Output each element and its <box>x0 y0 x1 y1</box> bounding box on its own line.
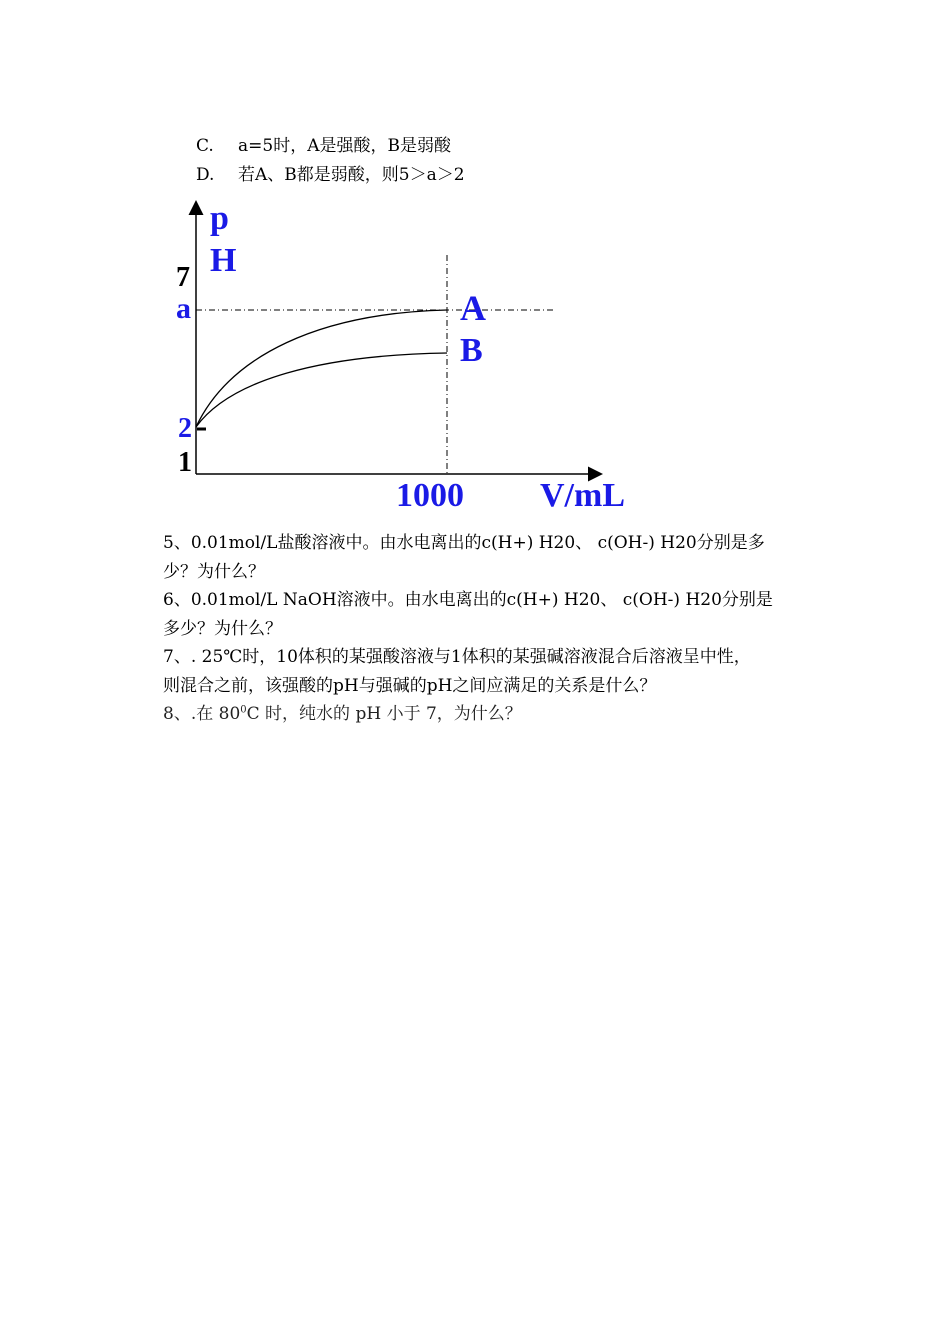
question-6-line-1: 6、0.01mol/L NaOH溶液中。由水电离出的c(H+) H20、 c(OH-) H20分别是 <box>163 590 773 610</box>
question-6-line-2: 多少？为什么？ <box>163 619 282 639</box>
y-axis-title-h: H <box>210 242 237 279</box>
series-a-curve <box>196 310 447 427</box>
x-axis-title: V/mL <box>540 477 625 514</box>
option-c-letter: C. <box>196 136 214 156</box>
x-tick-1000: 1000 <box>396 477 464 514</box>
question-8-before: 8、.在 80 <box>163 704 241 724</box>
option-d-text: 若A、B都是弱酸，则5＞a＞2 <box>238 165 465 185</box>
question-7-line-2: 则混合之前，该强酸的pH与强碱的pH之间应满足的关系是什么？ <box>163 676 657 696</box>
question-8 <box>163 704 522 724</box>
y-axis-title-p: p <box>210 200 229 237</box>
option-d <box>196 165 465 185</box>
y-tick-2: 2 <box>178 413 192 444</box>
option-c <box>196 136 451 156</box>
series-b-label: B <box>460 332 483 369</box>
series-a-label: A <box>460 288 486 328</box>
series-b-curve <box>196 353 447 427</box>
option-d-letter: D. <box>196 165 215 185</box>
question-7-line-1: 7、. 25℃时，10体积的某强酸溶液与1体积的某强碱溶液混合后溶液呈中性， <box>163 647 751 667</box>
question-8-sup: 0 <box>240 704 247 716</box>
y-tick-a: a <box>176 292 191 325</box>
question-5-line-1: 5、0.01mol/L盐酸溶液中。由水电离出的c(H+) H20、 c(OH-) H20分别是多 <box>163 533 765 553</box>
y-tick-1: 1 <box>178 447 192 478</box>
y-tick-7: 7 <box>176 262 190 293</box>
option-c-text: a=5时，A是强酸，B是弱酸 <box>238 136 451 156</box>
ph-dilution-chart <box>160 195 640 515</box>
question-8-after: C 时，纯水的 pH 小于 7，为什么？ <box>246 704 522 724</box>
question-5-line-2: 少？为什么？ <box>163 562 265 582</box>
